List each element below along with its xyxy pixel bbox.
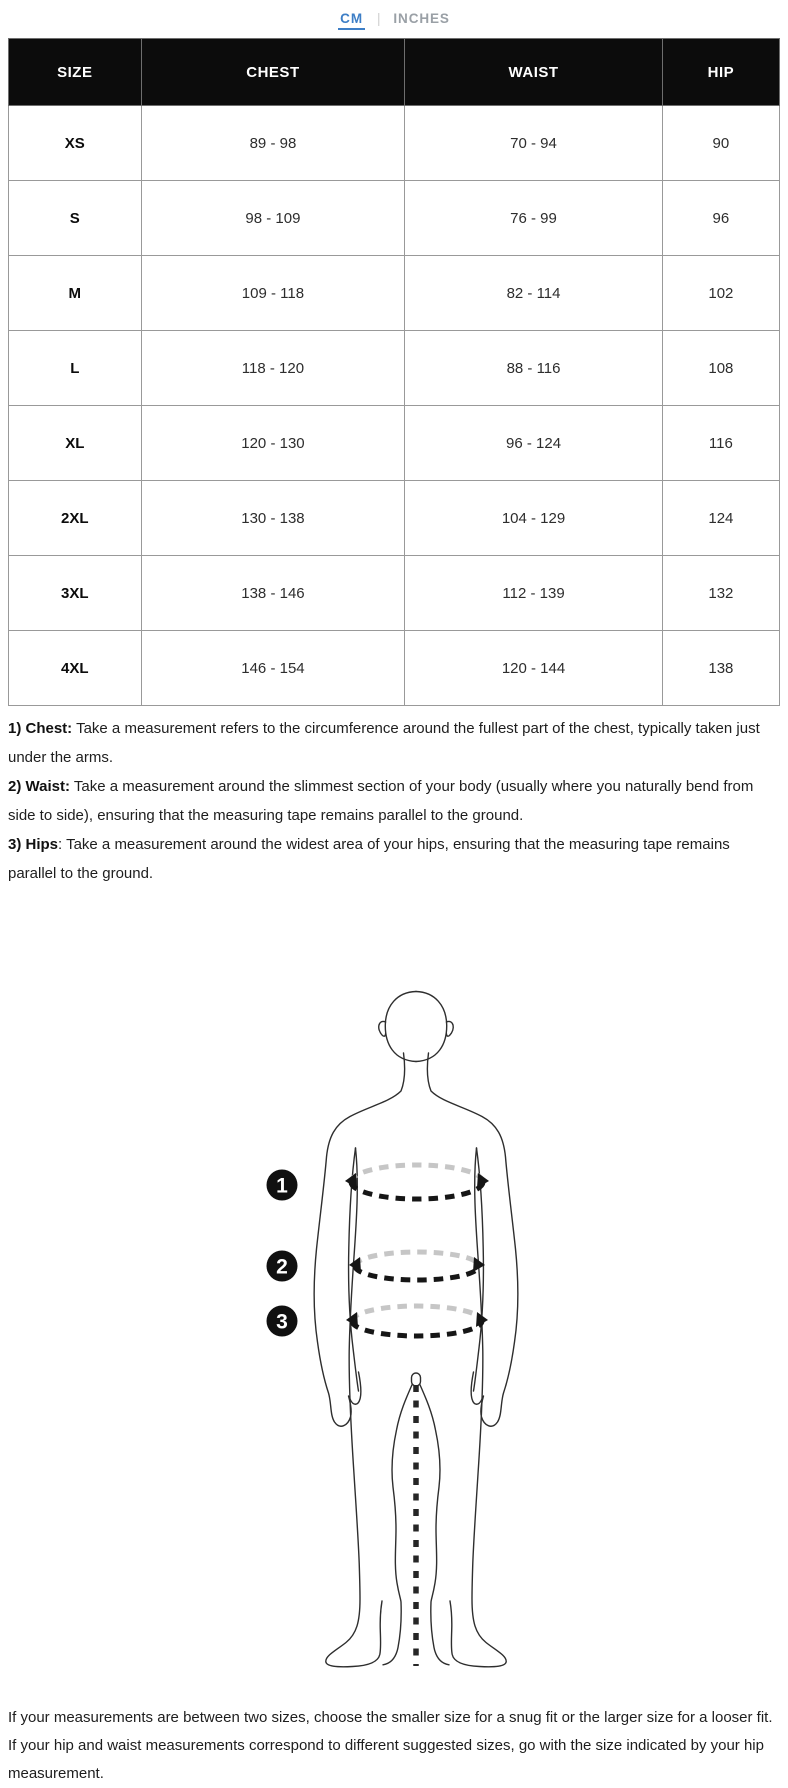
hip-measure-line [352,1306,482,1336]
table-row-l [9,331,780,406]
table-row-xs [9,106,780,181]
cell-size: 4XL [9,631,142,706]
instruction-hips-text: : Take a measurement around the widest area of your hips, ensuring that the measuring tape remains parallel to the ground. [8,836,730,882]
instruction-waist [8,772,780,830]
marker-3-number: 3 [276,1310,288,1334]
table-row-2xl [9,481,780,556]
cell-chest: 138 - 146 [141,556,405,631]
unit-toggle-inches[interactable]: INCHES [393,11,450,26]
chest-measure-line [351,1165,483,1199]
cell-waist: 96 - 124 [405,406,663,481]
cell-chest: 98 - 109 [141,181,405,256]
marker-badge-2 [267,1251,298,1282]
column-header-hip: HIP [662,39,779,106]
instruction-hips-label: 3) Hips [8,836,59,853]
inseam-line-cap [412,1373,421,1386]
cell-size: M [9,256,142,331]
body-measurement-diagram [196,885,636,1675]
marker-badge-3 [267,1306,298,1337]
marker-1-number: 1 [276,1174,288,1198]
instruction-chest [8,714,780,772]
cell-size: XL [9,406,142,481]
cell-chest: 89 - 98 [141,106,405,181]
instruction-waist-label: 2) Waist: [8,778,70,795]
unit-toggle-cm[interactable]: CM [338,11,365,30]
cell-size: L [9,331,142,406]
unit-toggle [0,0,788,38]
cell-hip: 108 [662,331,779,406]
column-header-size: SIZE [9,39,142,106]
cell-hip: 102 [662,256,779,331]
cell-hip: 116 [662,406,779,481]
cell-waist: 120 - 144 [405,631,663,706]
cell-waist: 112 - 139 [405,556,663,631]
cell-size: 3XL [9,556,142,631]
header-row [9,39,780,106]
table-row-s [9,181,780,256]
instruction-hips [8,830,780,888]
marker-badge-1 [267,1170,298,1201]
cell-size: 2XL [9,481,142,556]
body-diagram-section [0,885,788,1672]
cell-hip: 124 [662,481,779,556]
cell-chest: 120 - 130 [141,406,405,481]
table-row-4xl [9,631,780,706]
cell-waist: 88 - 116 [405,331,663,406]
column-header-waist: WAIST [405,39,663,106]
fit-note-text: If your measurements are between two sizes, choose the smaller size for a snug fit or the larger size for a looser fit. If your hip and waist measurements correspond to different suggested sizes, go with the size indicated by your hip measurement. [8,1709,773,1782]
cell-chest: 146 - 154 [141,631,405,706]
table-row-3xl [9,556,780,631]
cell-chest: 118 - 120 [141,331,405,406]
fit-note [8,1704,780,1788]
column-header-chest: CHEST [141,39,405,106]
table-row-m [9,256,780,331]
cell-hip: 90 [662,106,779,181]
waist-measure-line [355,1252,479,1280]
marker-2-number: 2 [276,1255,288,1279]
cell-waist: 104 - 129 [405,481,663,556]
size-chart-table [8,38,780,706]
instruction-chest-label: 1) Chest: [8,720,73,737]
cell-waist: 82 - 114 [405,256,663,331]
cell-hip: 132 [662,556,779,631]
instruction-waist-text: Take a measurement around the slimmest section of your body (usually where you naturally bend from side to side), ensuring that the measuring tape remains parallel to the ground. [8,778,754,824]
instruction-chest-text: Take a measurement refers to the circumference around the fullest part of the chest, typically taken just under the arms. [8,720,760,766]
cell-chest: 109 - 118 [141,256,405,331]
cell-hip: 96 [662,181,779,256]
measurement-instructions [8,714,780,888]
unit-toggle-divider: | [376,11,382,26]
cell-size: XS [9,106,142,181]
cell-chest: 130 - 138 [141,481,405,556]
table-row-xl [9,406,780,481]
cell-waist: 76 - 99 [405,181,663,256]
cell-hip: 138 [662,631,779,706]
cell-waist: 70 - 94 [405,106,663,181]
cell-size: S [9,181,142,256]
